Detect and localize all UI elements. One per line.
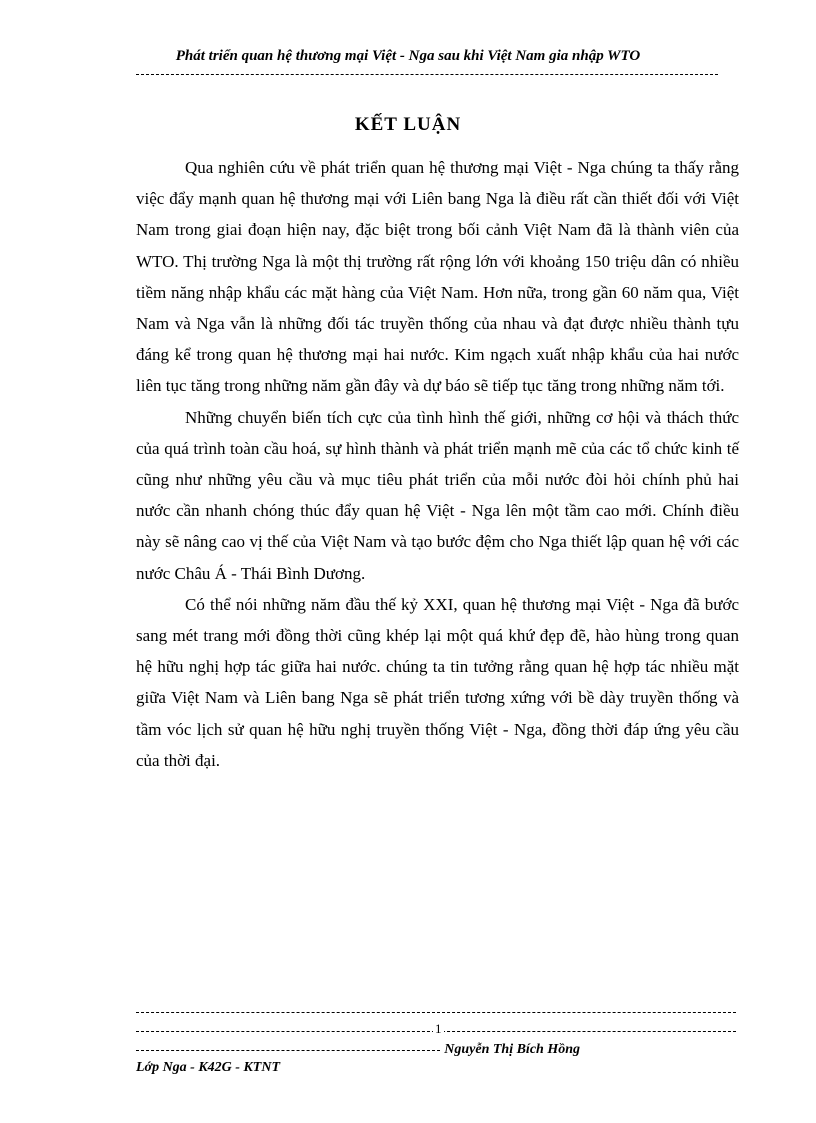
paragraph-2: Những chuyển biến tích cực của tình hình thế giới, những cơ hội và thách thức của quá trình toàn cầu hoá, sự hình thành và phát triển mạnh mẽ của các tổ chức kinh tế cũng như những yêu cầu và mục tiêu phát triển của mỗi nước đòi hỏi chính phủ hai nước cần nhanh chóng thúc đẩy quan hệ Việt - Nga lên một tầm cao mới. Chính điều này sẽ nâng cao vị thế của Việt Nam và tạo bước đệm cho Nga thiết lập quan hệ với các nước Châu Á - Thái Bình Dương. <box>136 407 739 583</box>
author-line <box>136 1042 580 1058</box>
running-header-title: Phát triển quan hệ thương mại Việt - Nga sau khi Việt Nam gia nhập WTO <box>175 48 641 64</box>
footer-divider-top <box>136 1012 736 1013</box>
paragraph-1: Qua nghiên cứu về phát triển quan hệ thương mại Việt - Nga chúng ta thấy rằng việc đẩy mạnh quan hệ thương mại với Liên bang Nga là điều rất cần thiết đối với Việt Nam trong giai đoạn hiện nay, đặc biệt trong bối cảnh Việt Nam đã là thành viên của WTO. Thị trường Nga là một thị trường rất rộng lớn với khoảng 150 triệu dân có nhiều tiềm năng nhập khẩu các mặt hàng của Việt Nam. Hơn nữa, trong gần 60 năm qua, Việt Nam và Nga vẫn là những đối tác truyền thống của nhau và đạt được nhiều thành tựu đáng kể trong quan hệ thương mại hai nước. Kim ngạch xuất nhập khẩu của hai nước liên tục tăng trong những năm gần đây và dự báo sẽ tiếp tục tăng trong những năm tới. <box>136 158 739 396</box>
author-name: Nguyễn Thị Bích Hồng <box>444 1042 580 1057</box>
page-number: 1 <box>435 1021 442 1036</box>
body-text <box>136 152 739 776</box>
author-leader-dashes <box>136 1050 440 1051</box>
paragraph-3: Có thể nói những năm đầu thế kỷ XXI, quan hệ thương mại Việt - Nga đã bước sang mét trang mới đồng thời cũng khép lại một quá khứ đẹp đẽ, hào hùng trong quan hệ hữu nghị hợp tác giữa hai nước. chúng ta tin tưởng rằng quan hệ hợp tác nhiều mặt giữa Việt Nam và Liên bang Nga sẽ phát triển tương xứng với bề dày truyền thống và tầm vóc lịch sử quan hệ hữu nghị truyền thống Việt - Nga, đồng thời đáp ứng yêu cầu của thời đại. <box>136 594 739 770</box>
section-heading: KẾT LUẬN <box>354 114 462 135</box>
header-divider <box>136 74 718 75</box>
class-info: Lớp Nga - K42G - KTNT <box>136 1060 280 1075</box>
